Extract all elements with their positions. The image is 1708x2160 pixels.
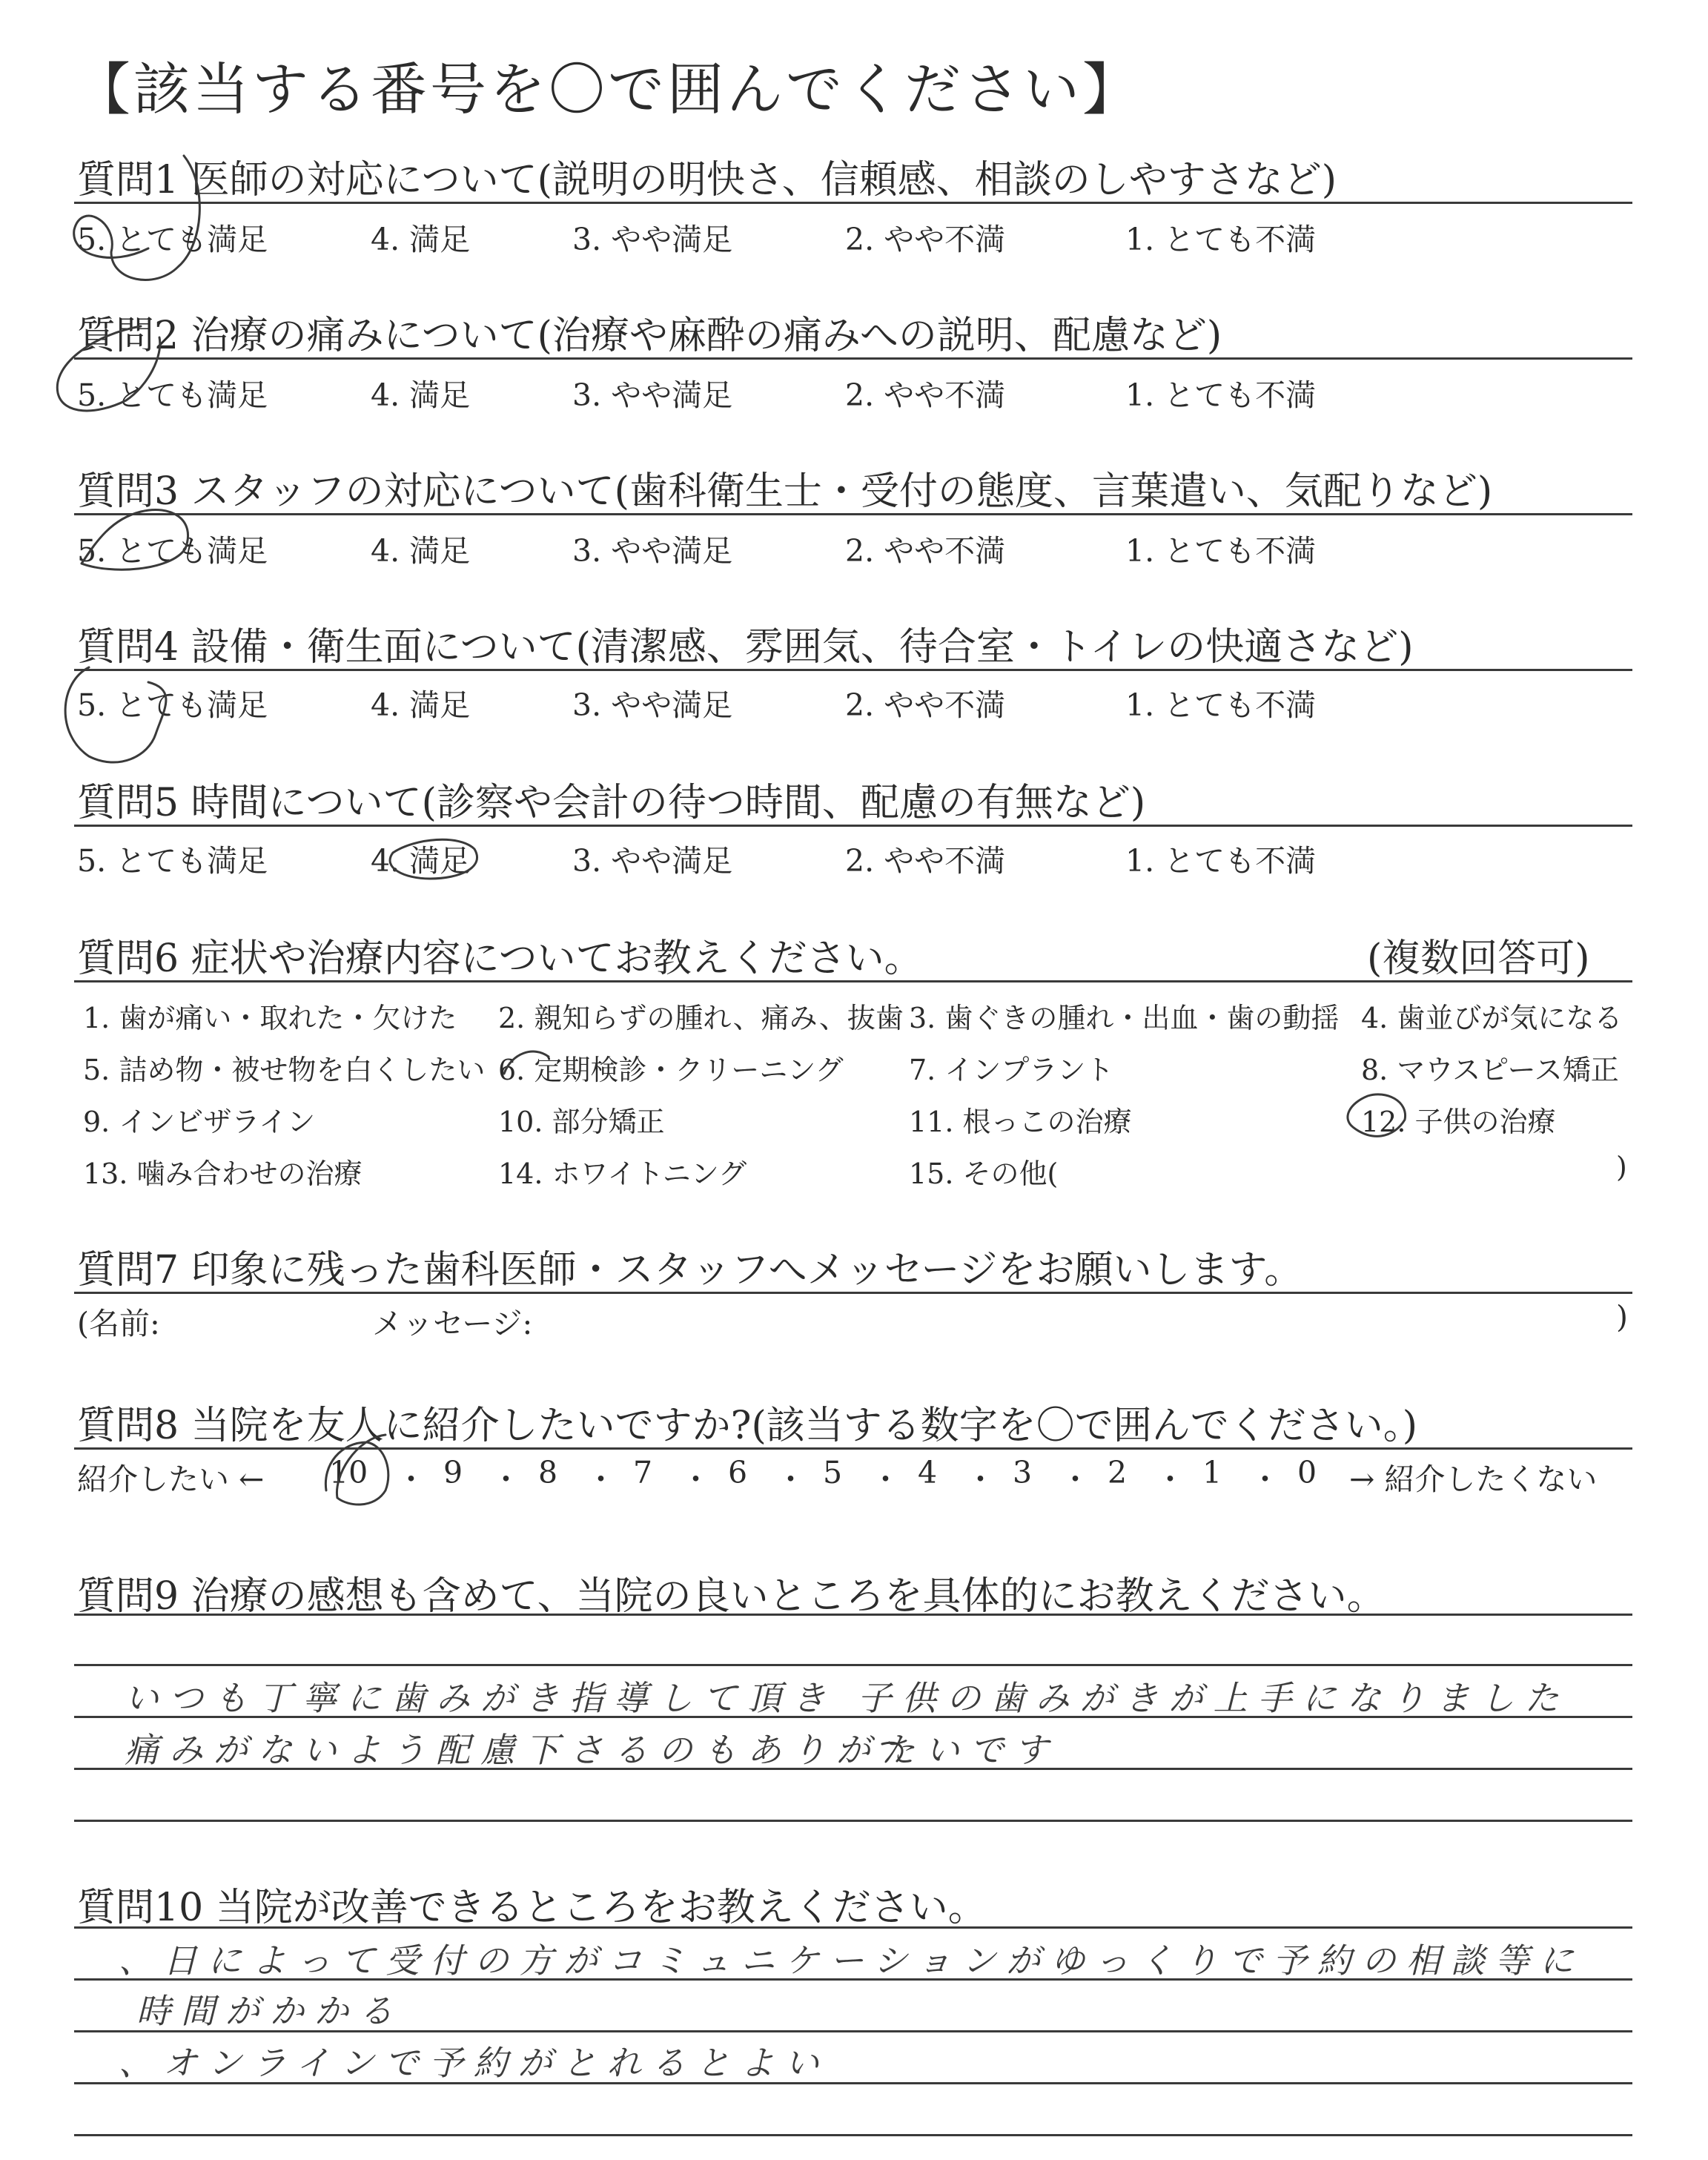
q6-item-12[interactable]: 12. 子供の治療: [1361, 1106, 1556, 1138]
q8-scale-sep: ・: [1250, 1462, 1280, 1497]
q10-answer-line-2[interactable]: 時間がかかる: [136, 1991, 403, 2031]
q8-scale-3[interactable]: 3: [1013, 1455, 1033, 1490]
q5-option-2[interactable]: 2. やや不満: [845, 843, 1006, 879]
q6-item-6[interactable]: 6. 定期検診・クリーニング: [498, 1054, 844, 1086]
q5-option-5[interactable]: 5. とても満足: [77, 843, 268, 879]
q8-left-label: 紹介したい ←: [77, 1462, 265, 1497]
q6-item-5[interactable]: 5. 詰め物・被せ物を白くしたい: [83, 1054, 486, 1086]
q7-name-label[interactable]: (名前:: [77, 1306, 160, 1341]
q8-scale-sep: ・: [681, 1462, 711, 1497]
q8-scale-sep: ・: [586, 1462, 616, 1497]
q8-scale-10[interactable]: 10: [329, 1455, 368, 1490]
q10-answer-line-1[interactable]: 、日によって受付の方がコミュニケーションがゆっくりで予約の相談等に: [119, 1941, 1584, 1981]
q1-rule: [74, 202, 1632, 204]
q2-option-1[interactable]: 1. とても不満: [1125, 377, 1317, 413]
q8-scale-9[interactable]: 9: [443, 1455, 463, 1490]
q8-scale-2[interactable]: 2: [1108, 1455, 1128, 1490]
q8-scale-6[interactable]: 6: [728, 1455, 748, 1490]
q7-message-label[interactable]: メッセージ:: [372, 1306, 533, 1341]
q10-answer-line-3[interactable]: 、オンラインで予約がとれるとよい: [119, 2043, 830, 2083]
q6-item-8[interactable]: 8. マウスピース矯正: [1361, 1054, 1619, 1086]
q4-option-5[interactable]: 5. とても満足: [77, 687, 268, 723]
q4-option-1[interactable]: 1. とても不満: [1125, 687, 1317, 723]
q6-item-9[interactable]: 9. インビザライン: [83, 1106, 316, 1138]
q1-option-4[interactable]: 4. 満足: [371, 222, 471, 257]
q8-scale-7[interactable]: 7: [633, 1455, 653, 1490]
q6-item-1[interactable]: 1. 歯が痛い・取れた・欠けた: [83, 1002, 457, 1034]
q8-scale-sep: ・: [1060, 1462, 1090, 1497]
q10-title: 質問10 当院が改善できるところをお教えください。: [77, 1886, 987, 1930]
q4-rule: [74, 669, 1632, 671]
q3-option-4[interactable]: 4. 満足: [371, 533, 471, 569]
q6-item-15[interactable]: 15. その他(: [909, 1157, 1059, 1190]
q3-option-3[interactable]: 3. やや満足: [572, 533, 733, 569]
q4-option-2[interactable]: 2. やや不満: [845, 687, 1006, 723]
page-heading: 【該当する番号を〇で囲んでください】: [74, 56, 1142, 122]
q8-scale-1[interactable]: 1: [1202, 1455, 1222, 1490]
q10-rule-1: [74, 1926, 1632, 1929]
q5-option-4[interactable]: 4. 満足: [371, 843, 471, 879]
q9-rule-5: [74, 1820, 1632, 1822]
q8-rule: [74, 1447, 1632, 1450]
q6-item-14[interactable]: 14. ホワイトニング: [498, 1157, 747, 1190]
q8-scale-sep: ・: [491, 1462, 521, 1497]
q3-option-2[interactable]: 2. やや不満: [845, 533, 1006, 569]
q9-answer-line-1[interactable]: いつも丁寧に歯みがき指導して頂き 子供の歯みがきが上手になりました: [125, 1678, 1569, 1718]
q8-right-label: → 紹介したくない: [1349, 1462, 1598, 1497]
q6-item-7[interactable]: 7. インプラント: [909, 1054, 1114, 1086]
q4-title: 質問4 設備・衛生面について(清潔感、雰囲気、待合室・トイレの快適さなど): [77, 625, 1414, 670]
q6-item-15-close: ): [1616, 1151, 1627, 1183]
q8-scale-sep: ・: [965, 1462, 996, 1497]
q1-option-1[interactable]: 1. とても不満: [1125, 222, 1317, 257]
q8-title: 質問8 当院を友人に紹介したいですか?(該当する数字を〇で囲んでください。): [77, 1404, 1418, 1448]
q2-option-4[interactable]: 4. 満足: [371, 377, 471, 413]
q8-scale-sep: ・: [396, 1462, 426, 1497]
q9-rule-2: [74, 1664, 1632, 1666]
q9-answer-line-2[interactable]: 痛みがないよう配慮下さるのもありがたいです: [125, 1730, 1059, 1770]
q6-rule: [74, 980, 1632, 982]
q3-option-1[interactable]: 1. とても不満: [1125, 533, 1317, 569]
q1-option-2[interactable]: 2. やや不満: [845, 222, 1006, 257]
q6-item-11[interactable]: 11. 根っこの治療: [909, 1106, 1132, 1138]
q1-title: 質問1 医師の対応について(説明の明快さ、信頼感、相談のしやすさなど): [77, 158, 1337, 202]
q8-scale-0[interactable]: 0: [1297, 1455, 1317, 1490]
q8-scale-sep: ・: [1155, 1462, 1185, 1497]
q8-scale-4[interactable]: 4: [918, 1455, 938, 1490]
q6-item-10[interactable]: 10. 部分矯正: [498, 1106, 665, 1138]
q8-scale-sep: ・: [870, 1462, 901, 1497]
q6-title: 質問6 症状や治療内容についてお教えください。: [77, 937, 923, 981]
q6-item-2[interactable]: 2. 親知らずの腫れ、痛み、抜歯: [498, 1002, 904, 1034]
q5-rule: [74, 825, 1632, 827]
q1-option-5[interactable]: 5. とても満足: [77, 222, 268, 257]
q5-option-3[interactable]: 3. やや満足: [572, 843, 733, 879]
q2-option-2[interactable]: 2. やや不満: [845, 377, 1006, 413]
q9-title: 質問9 治療の感想も含めて、当院の良いところを具体的にお教えください。: [77, 1574, 1386, 1619]
q5-title: 質問5 時間について(診察や会計の待つ時間、配慮の有無など): [77, 781, 1146, 825]
q5-option-1[interactable]: 1. とても不満: [1125, 843, 1317, 879]
q6-item-4[interactable]: 4. 歯並びが気になる: [1361, 1002, 1623, 1034]
q1-option-3[interactable]: 3. やや満足: [572, 222, 733, 257]
q7-title: 質問7 印象に残った歯科医師・スタッフへメッセージをお願いします。: [77, 1248, 1303, 1292]
q6-note: (複数回答可): [1367, 937, 1590, 981]
q2-title: 質問2 治療の痛みについて(治療や麻酔の痛みへの説明、配慮など): [77, 314, 1222, 358]
q7-close: ): [1616, 1299, 1628, 1335]
q8-scale-8[interactable]: 8: [538, 1455, 558, 1490]
q8-scale-sep: ・: [775, 1462, 806, 1497]
q4-option-4[interactable]: 4. 満足: [371, 687, 471, 723]
q9-rule-1: [74, 1614, 1632, 1616]
q3-rule: [74, 513, 1632, 515]
q4-option-3[interactable]: 3. やや満足: [572, 687, 733, 723]
q2-option-5[interactable]: 5. とても満足: [77, 377, 268, 413]
q2-rule: [74, 357, 1632, 360]
q6-item-13[interactable]: 13. 噛み合わせの治療: [83, 1157, 363, 1190]
q7-rule: [74, 1292, 1632, 1294]
q3-title: 質問3 スタッフの対応について(歯科衛生士・受付の態度、言葉遣い、気配りなど): [77, 469, 1493, 514]
q8-scale-5[interactable]: 5: [823, 1455, 843, 1490]
q2-option-3[interactable]: 3. やや満足: [572, 377, 733, 413]
q10-rule-5: [74, 2134, 1632, 2136]
q3-option-5[interactable]: 5. とても満足: [77, 533, 268, 569]
q6-item-3[interactable]: 3. 歯ぐきの腫れ・出血・歯の動揺: [909, 1002, 1340, 1034]
